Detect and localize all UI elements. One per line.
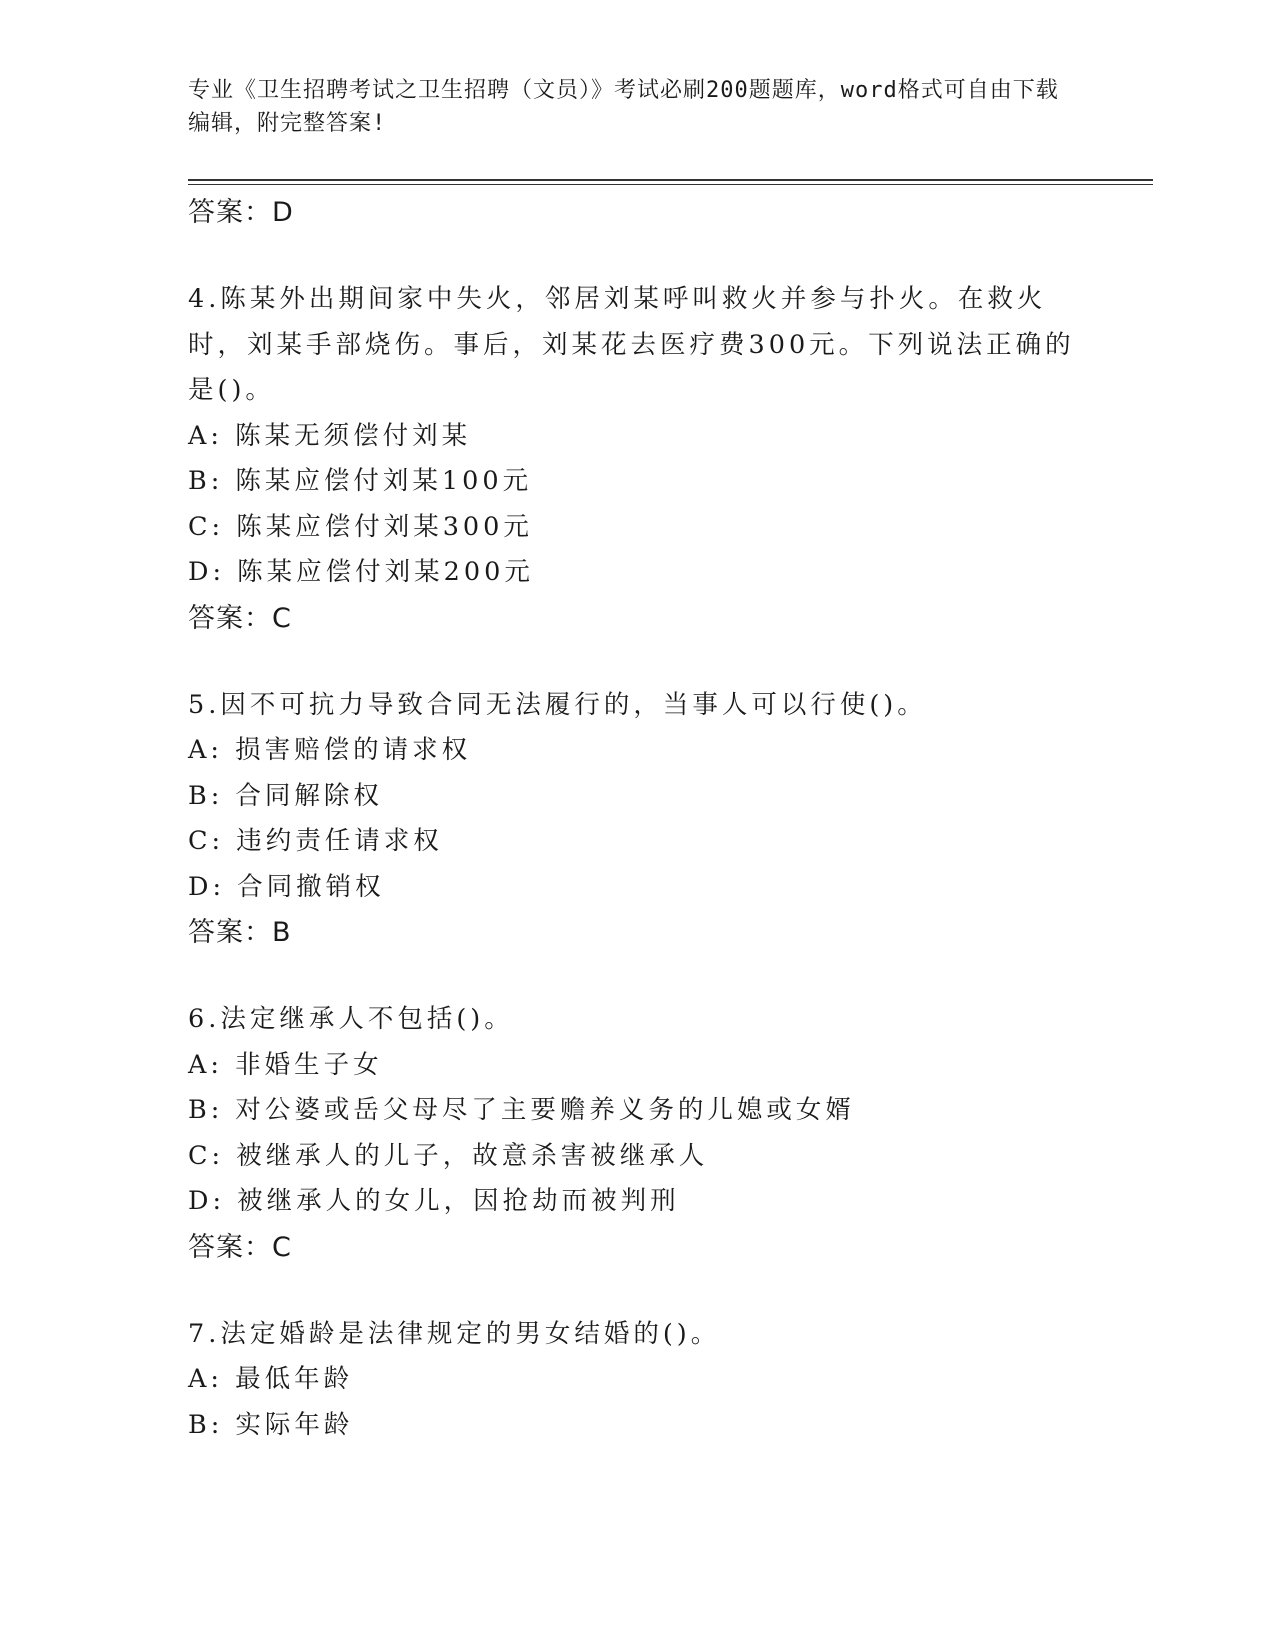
answer-line: 答案：C <box>188 602 292 634</box>
option-b: B: 合同解除权 <box>188 780 383 811</box>
question-list <box>188 190 1088 1448</box>
option-c: C: 陈某应偿付刘某300元 <box>188 511 533 542</box>
option-a: A: 非婚生子女 <box>188 1049 383 1080</box>
header-rule-thin <box>188 184 1153 185</box>
option-c: C: 违约责任请求权 <box>188 826 443 856</box>
option-c: C: 被继承人的儿子，故意杀害被继承人 <box>188 1140 709 1171</box>
option-d: D: 被继承人的女儿，因抢劫而被判刑 <box>188 1186 680 1216</box>
option-b: B: 陈某应偿付刘某100元 <box>188 466 533 496</box>
question-5 <box>188 683 1088 956</box>
option-a: A: 损害赔偿的请求权 <box>188 735 472 765</box>
question-stem: 7.法定婚龄是法律规定的男女结婚的()。 <box>188 1318 721 1349</box>
option-b: B: 实际年龄 <box>188 1409 354 1440</box>
option-b: B: 对公婆或岳父母尽了主要赡养义务的儿媳或女婿 <box>188 1095 855 1125</box>
option-d: D: 陈某应偿付刘某200元 <box>188 557 534 587</box>
option-d: D: 合同撤销权 <box>188 871 385 902</box>
answer-line: 答案：D <box>188 197 294 228</box>
document-header: 专业《卫生招聘考试之卫生招聘（文员）》考试必刷200题题库，word格式可自由下载编辑，附完整答案! <box>188 78 1059 136</box>
answer-line: 答案：C <box>188 1231 292 1263</box>
answer-line: 答案：B <box>188 917 292 948</box>
header-rule-thick <box>188 179 1153 181</box>
question-stem: 6.法定继承人不包括()。 <box>188 1004 514 1034</box>
option-a: A: 最低年龄 <box>188 1364 354 1394</box>
question-4 <box>188 277 1088 641</box>
question-7 <box>188 1312 1088 1449</box>
question-stem: 5.因不可抗力导致合同无法履行的，当事人可以行使()。 <box>188 689 927 720</box>
option-a: A: 陈某无须偿付刘某 <box>188 420 472 451</box>
question-6 <box>188 997 1088 1270</box>
question-stem: 4.陈某外出期间家中失火，邻居刘某呼叫救火并参与扑火。在救火时，刘某手部烧伤。事后，刘某花去医疗费300元。下列说法正确的是()。 <box>188 284 1075 405</box>
